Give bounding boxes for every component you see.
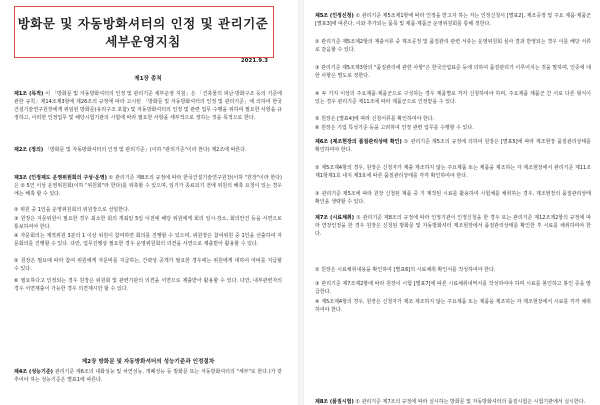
article-body: ③ 관리기준 제7조제2항에 따라 원장이 시험 [별표7]에 따른 시료채취내역서를 작성하여야 하며 시료를 봉인하고 봉인 증을 발급한다.: [315, 281, 591, 295]
article-body: ① 관리기준 제7조의 규정에 따라 실시하는 방화문 및 자동방화셔터의 품질시험은 시험기관에서 실시한다.: [355, 399, 586, 405]
article-heading: 제3조 (인정제도 운영위원회의 구성·운영): [14, 175, 109, 181]
article-paragraph: [14, 277, 282, 293]
article-heading: 제6조 (제조현장의 품질관리상태 확인): [315, 139, 404, 145]
page-gutter: [298, 0, 304, 405]
article-paragraph: [315, 138, 591, 154]
article-body: 「방화문 및 자동방화셔터의 인정 및 관리기준」(이하 "관리기준"이라 한다) 제2조에 따른다.: [44, 147, 247, 153]
article-body: ④ 두 가지 이상의 주요제품·제품군으로 구성하는 경우 제품별로 각각 신청하여야 하며, 주요제품 제품군 간 서로 다른 형식이 있는 경우 관리기준 제11조에 따라 제품군으로 인정받을 수 있다.: [315, 91, 591, 105]
article-body: ② 관리기준 제5조제2항의 제출서류 중 제조공정 및 품질관리 관련 서류는 운영위원회 심사 결과 반영되는 경우 이를 해당 서류로 갈음할 수 있다.: [315, 39, 591, 53]
article-body: ② 위원 중 1인을 운영위원회의 위원장으로 선임한다.: [14, 207, 130, 213]
article-paragraph: [315, 266, 591, 274]
article-paragraph: [14, 90, 282, 122]
article-paragraph: [315, 190, 591, 206]
left-page: [0, 0, 296, 405]
article-paragraph: [315, 115, 591, 123]
article-paragraph: [14, 174, 282, 198]
article-body: ② 원장은 시료채취내용을 확인하여 [별표6]의 시료채취 확인서를 작성하여야 한다.: [315, 267, 496, 273]
article-paragraph: [315, 298, 591, 314]
article-body: ⑤ 원장은 필요에 따라 참여 위원에게 자문비를 지급하는, 간략상 공개가 필요한 경우에는 위원에게 대하여 여비를 지급할 수 있다.: [14, 258, 282, 272]
article-body: ⑥ 원장은 기업 특성기준 등을 고려하여 인정 관련 업무를 수행할 수 있다.: [315, 125, 474, 131]
article-paragraph: [14, 257, 282, 273]
article-paragraph: [315, 12, 591, 28]
article-body: ① 관리기준 제5조의 규정에 의하여 원장은 [별표5]에 따라 제조현장 품질관리상태를 확인하여야 한다.: [315, 139, 591, 153]
article-body: ④ 제5조제4항의 경우, 원장은 신청자가 제조 제조하지 않는 주요제품 또는 제품을 제조하는 자 제조현장에서 시료를 각각 채취하여야 한다.: [315, 299, 591, 313]
article-heading: 제1조 (목적): [14, 91, 46, 97]
article-paragraph: [315, 90, 591, 106]
article-body: ③ 관리기준 제5조제3항의 "품질관리에 관한 사항"은 한국산업표준 등에 의하여 품질관리가 이루어지는 것을 말하며, 인증에 대한 사항은 별도로 정한다.: [315, 65, 591, 79]
article-body: ④ 자문회의는 재적위원 3분의 1 이상 위원이 참여하면 회의를 진행할 수 있으며, 위원장은 참여위원 중 1인을 선출하여 자문회의를 진행할 수 있다. 다만, 업무진행상 필요한 경우 운영위원회의 의견을 서면으로 제출받아 활용할 수 있다.: [14, 233, 282, 247]
article-body: ⑤ 원장은 [별표4]에 따라 신청서류를 확인하여야 한다.: [315, 116, 435, 122]
article-paragraph: [14, 206, 282, 214]
article-paragraph: [14, 215, 282, 231]
article-body: ③ 관리기준 제5조에 따라 원장 신청된 제품 중 기 제작된 시료를 활용하여 시험체를 채취하는 경우, 제조현장의 품질관리상태 확인을 생략할 수 있다.: [315, 191, 591, 205]
document-date: 2021.9.3: [240, 58, 268, 64]
article-paragraph: [315, 214, 591, 238]
chapter-heading-2: 제2장 방화문 및 자동방화셔터의 성능기준과 인정절차: [81, 359, 215, 365]
article-body: 이 「방화문 및 자동방화셔터의 인정 및 관리기준 세부운영 지침」은 「건축물의 피난·방화구조 등의 기준에 관한 규칙」제14조제3항에 제26조의 규정에 따라 고시된 「방화문 및 자동방화셔터의 인정 및 관리기준」에 의하여 한국건설기술연구원장에게 위임된 방화문(유리구조 포함) 및 자동방화셔터의 인정 및 관련 업무 수행을 위하여 필요한 사항을 규정하고, 이러한 인정업무 및 해당시험기관의 시험에 따라 필요한 사항을 세부적으로 정하는 것을 목적으로 한다.: [14, 91, 282, 121]
document-title: 방화문 및 자동방화셔터의 인정 및 관리기준: [17, 16, 269, 31]
article-heading: 제8조 (품질시험): [315, 399, 356, 405]
article-paragraph: [315, 280, 591, 296]
article-paragraph: [14, 146, 282, 154]
article-body: ① 관리기준 제8조의 규정에 따라 인정기관이 인정신청을 한 경우 또는 관리기준 제12조제2항의 규정에 따라 연장인정을 한 경우 원장은 신청된 방화문 및 자동방화셔터 제조현장에서 품질관리상태를 확인한 후 시료를 채취하여야 한다.: [315, 215, 591, 237]
article-paragraph: [315, 398, 591, 405]
chapter-heading-1: 제1장 총칙: [134, 76, 162, 82]
article-paragraph: [315, 164, 591, 180]
article-paragraph: [315, 124, 591, 132]
article-heading: 제5조 (인정신청): [315, 13, 356, 19]
article-body: ① 관리기준 제8조의 규정에 따라 한국건설기술연구원장(이하 "원장"이라 한다)은 ② 5인 이상 운영위원회(이하 "위원회"라 한다)를 위촉할 수 있으며, 임기가 종료되기 전에 위원의 해촉 요청이 있는 경우에는 해촉 할 수 있다.: [14, 175, 282, 197]
article-paragraph: [315, 38, 591, 54]
article-heading: 제2조 (정의): [14, 147, 45, 153]
article-body: ⑥ 필요하다고 인정되는 경우 원장은 위원회 및 관련기관의 의견을 서면으로 제출받아 활용할 수 있다. 다만, 내부관련자의 경우 서면제출이 가능한 경우 의견제시만 할 수 있다.: [14, 278, 282, 292]
right-page: [305, 0, 600, 405]
article-paragraph: [14, 232, 282, 248]
article-body: 관리기준 제6조의 내화성능 및 차연성능, 개폐성능 등 방화문 또는 자동방화셔터의 "세부"로 한다.)가 갖추어야 하는 성능기준은 별표1에 따른다.: [14, 369, 282, 383]
article-body: ① 관리기준 제5조제1항에 따라 인정을 받고자 하는 자는 인정신청서 [별표2], 제조공장 및 주요 제품·제품군 [별표3]에 따른다. 이와 추가되는 품목 및 제품·제품군 운영위원회를 통해 정한다.: [315, 13, 591, 27]
article-body: ② 제5조제4항의 경우, 원장은 신청자가 제출 제조하지 않는 주요제품 또는 제품을 제조하는 자 제조현장에서 관리기준 제11조제1항제1호 내지 제3호에 따른 품질관리상태를 각각 확인하여야 한다.: [315, 165, 591, 179]
article-paragraph: [14, 368, 282, 384]
article-paragraph: [315, 64, 591, 80]
article-body: ③ 원장은 자문위원이 필요한 경우 최소한 회의 개최일 5일 이전에 해당 위원에게 회의 일시·장소, 회의안건 등을 서면으로 통보하여야 한다.: [14, 216, 282, 230]
article-heading: 제4조 (성능기준): [14, 369, 55, 375]
document-subtitle: 세부운영지침: [105, 34, 181, 49]
article-heading: 제7조 (시료채취): [315, 215, 357, 221]
